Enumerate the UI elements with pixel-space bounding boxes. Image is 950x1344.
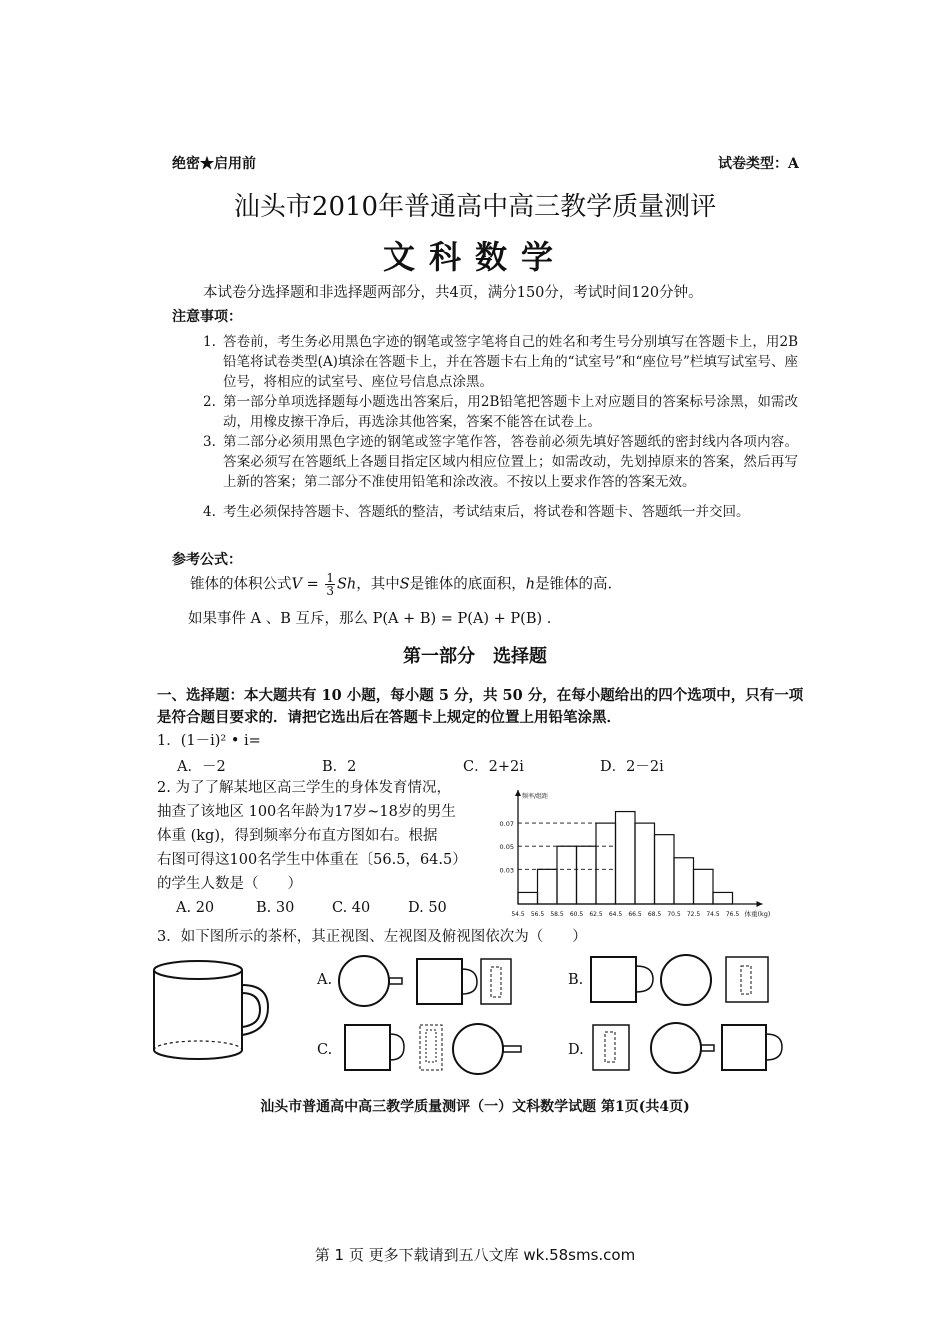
var-v: V: [291, 576, 302, 593]
x-axis-label: 体重(kg): [744, 910, 771, 918]
square-handle: [390, 1034, 404, 1060]
square-view: [722, 1025, 766, 1070]
q3-label-d: D.: [568, 1042, 584, 1058]
histogram-bar: [635, 823, 655, 904]
fraction-one-third: [325, 572, 335, 597]
q3-label-a: A.: [317, 972, 333, 988]
note-text: 考生必须保持答题卡、答题纸的整洁，考试结束后，将试卷和答题卡、答题纸一并交回。: [223, 504, 750, 520]
event-formula: 如果事件 A 、B 互斥，那么 P(A + B) = P(A) + P(B) .: [188, 611, 552, 627]
x-tick-label: 58.5: [550, 911, 564, 918]
cone-prefix: 锥体的体积公式: [190, 576, 292, 593]
note-item-4: [203, 502, 798, 522]
q1-option-a: A．－2: [177, 759, 226, 775]
handle-stub: [701, 1045, 714, 1051]
page-footer: 汕头市普通高中高三教学质量测评（一）文科数学试题 第1页(共4页): [260, 1099, 690, 1115]
part1-title: 第一部分 选择题: [403, 646, 547, 667]
q2-option-a: A. 20: [176, 900, 215, 916]
subject-title: 文科数学: [382, 238, 567, 276]
q2-option-d: D. 50: [408, 900, 447, 916]
var-sh: Sh: [337, 576, 357, 593]
q3-option-c-views: [340, 1020, 530, 1080]
q2-line-3: 体重 (kg)，得到频率分布直方图如右。根据: [157, 828, 438, 844]
square-handle: [766, 1034, 782, 1060]
exam-title: 汕头市2010年普通高中高三教学质量测评: [233, 192, 717, 222]
handle-stub: [503, 1046, 521, 1052]
notes-heading: 注意事项：: [172, 309, 242, 325]
note-item-1: [203, 332, 798, 392]
note-num: 4.: [203, 504, 216, 520]
secret-label: 绝密★启用前: [172, 156, 256, 172]
q3-label-c: C.: [317, 1042, 333, 1058]
circle-view: [453, 1024, 503, 1074]
q2-line-1: 2. 为了了解某地区高三学生的身体发育情况，: [157, 780, 451, 796]
cone-suffix: 是锥体的高.: [535, 576, 613, 593]
reference-heading: 参考公式：: [172, 552, 242, 568]
handle-stub: [389, 978, 402, 984]
cup-bottom-hidden: [154, 1041, 242, 1050]
q3-label-b: B.: [568, 972, 584, 988]
y-tick-label: 0.07: [499, 820, 514, 829]
note-item-3: [203, 432, 798, 492]
square-handle: [636, 966, 653, 992]
denominator: 3: [326, 584, 334, 598]
part1-instruction-2: 是符合题目要求的．请把它选出后在答题卡上规定的位置上用铅笔涂黑．: [157, 709, 621, 726]
x-tick-label: 68.5: [647, 911, 662, 918]
note-num: 3.: [203, 434, 216, 450]
histogram-chart: [490, 784, 800, 924]
teacup-illustration: [146, 955, 276, 1070]
x-axis-arrow: [757, 901, 763, 907]
circle-view: [661, 955, 711, 1005]
circle-view: [651, 1023, 701, 1073]
x-tick-label: 72.5: [686, 911, 701, 918]
note-num: 1.: [203, 334, 216, 350]
x-tick-label: 56.5: [530, 911, 545, 918]
histogram-bar: [655, 835, 675, 904]
download-footer: 第 1 页 更多下载请到五八文库 wk.58sms.com: [314, 1246, 636, 1264]
histogram-bar: [577, 846, 597, 904]
q1-option-d: D．2－2i: [600, 759, 664, 775]
note-text: 第一部分单项选择题每小题选出答案后，用2B铅笔把答题卡上对应题目的答案标号涂黑，如需改动，用橡皮擦干净后，再选涂其他答案，答案不能答在试卷上。: [223, 394, 798, 430]
square-view: [591, 957, 636, 1002]
var-s: S: [399, 576, 410, 593]
side-view-hidden: [605, 1032, 615, 1062]
x-tick-label: 64.5: [608, 911, 623, 918]
x-tick-label: 66.5: [628, 911, 642, 918]
numerator: 1: [326, 571, 334, 585]
note-num: 2.: [203, 394, 216, 410]
side-view-inner: [426, 1030, 436, 1062]
y-tick-label: 0.03: [499, 866, 514, 875]
side-view-hidden: [491, 967, 501, 997]
cone-mid: ，其中: [356, 576, 400, 593]
side-view-hidden: [420, 1025, 442, 1070]
q2-option-b: B. 30: [256, 900, 295, 916]
cone-mid2: 是锥体的底面积，: [409, 576, 526, 593]
note-item-2: [203, 392, 798, 432]
q1-option-b: B．2: [322, 759, 357, 775]
q1-option-c: C．2+2i: [463, 759, 524, 775]
var-h: h: [525, 576, 536, 593]
q3-option-d-views: [590, 1020, 790, 1080]
x-tick-label: 74.5: [706, 911, 720, 918]
cup-bottom: [154, 1050, 242, 1059]
side-view-hidden: [741, 966, 751, 994]
circle-view: [339, 956, 389, 1006]
q1-stem: 1．(1－i)² • i=: [157, 733, 261, 749]
cone-formula: [190, 572, 612, 597]
square-view: [417, 959, 462, 1004]
histogram-bar: [518, 892, 538, 904]
cup-handle-inner: [242, 993, 260, 1027]
histogram-bar: [538, 869, 558, 904]
q2-line-5: 的学生人数是（ ）: [157, 876, 302, 892]
paper-type-label: 试卷类型：A: [718, 156, 799, 172]
part1-instruction-1: 一、选择题：本大题共有 10 小题，每小题 5 分，共 50 分，在每小题给出的四个选项中，只有一项: [157, 687, 804, 704]
x-tick-label: 60.5: [569, 911, 584, 918]
side-view: [726, 957, 768, 1002]
x-tick-label: 70.5: [667, 911, 681, 918]
histogram-bar: [557, 846, 577, 904]
q3-stem: 3．如下图所示的茶杯，其正视图、左视图及俯视图依次为（ ）: [157, 929, 587, 945]
histogram-bar: [616, 812, 636, 904]
x-tick-label: 76.5: [725, 911, 740, 918]
q2-option-c: C. 40: [332, 900, 371, 916]
cup-rim: [154, 961, 242, 979]
y-tick-label: 0.05: [499, 843, 514, 852]
y-axis-arrow: [515, 790, 521, 796]
equals: =: [301, 576, 324, 593]
q3-option-b-views: [585, 948, 780, 1010]
note-text: 第二部分必须用黑色字迹的钢笔或签字笔作答，答卷前必须先填好答题纸的密封线内各项内容。答案必须写在答题纸上各题目指定区域内相应位置上；如需改动，先划掉原来的答案，然后再写上新的答案；第二部分不准使用铅笔和涂改液。不按以上要求作答的答案无效。: [223, 434, 798, 490]
x-tick-label: 54.5: [511, 911, 525, 918]
square-view: [345, 1025, 390, 1070]
q3-option-a-views: [335, 952, 520, 1014]
square-handle: [462, 969, 477, 994]
x-tick-label: 62.5: [589, 911, 603, 918]
y-axis-label: 频率/组距: [522, 793, 549, 800]
q2-line-2: 抽查了该地区 100名年龄为17岁~18岁的男生: [157, 804, 456, 820]
histogram-bar: [674, 858, 694, 904]
intro-text: 本试卷分选择题和非选择题两部分，共4页，满分150分，考试时间120分钟。: [203, 285, 703, 301]
histogram-bar: [713, 892, 733, 904]
q2-line-4: 右图可得这100名学生中体重在〔56.5，64.5）: [157, 852, 467, 868]
note-text: 答卷前，考生务必用黑色字迹的钢笔或签字笔将自己的姓名和考生号分别填写在答题卡上，用2B铅笔将试卷类型(A)填涂在答题卡上，并在答题卡右上角的“试室号”和“座位号”栏填写试室号、座位号，将相应的试室号、座位号信息点涂黑。: [223, 334, 798, 390]
histogram-bar: [596, 823, 616, 904]
histogram-bar: [694, 869, 714, 904]
